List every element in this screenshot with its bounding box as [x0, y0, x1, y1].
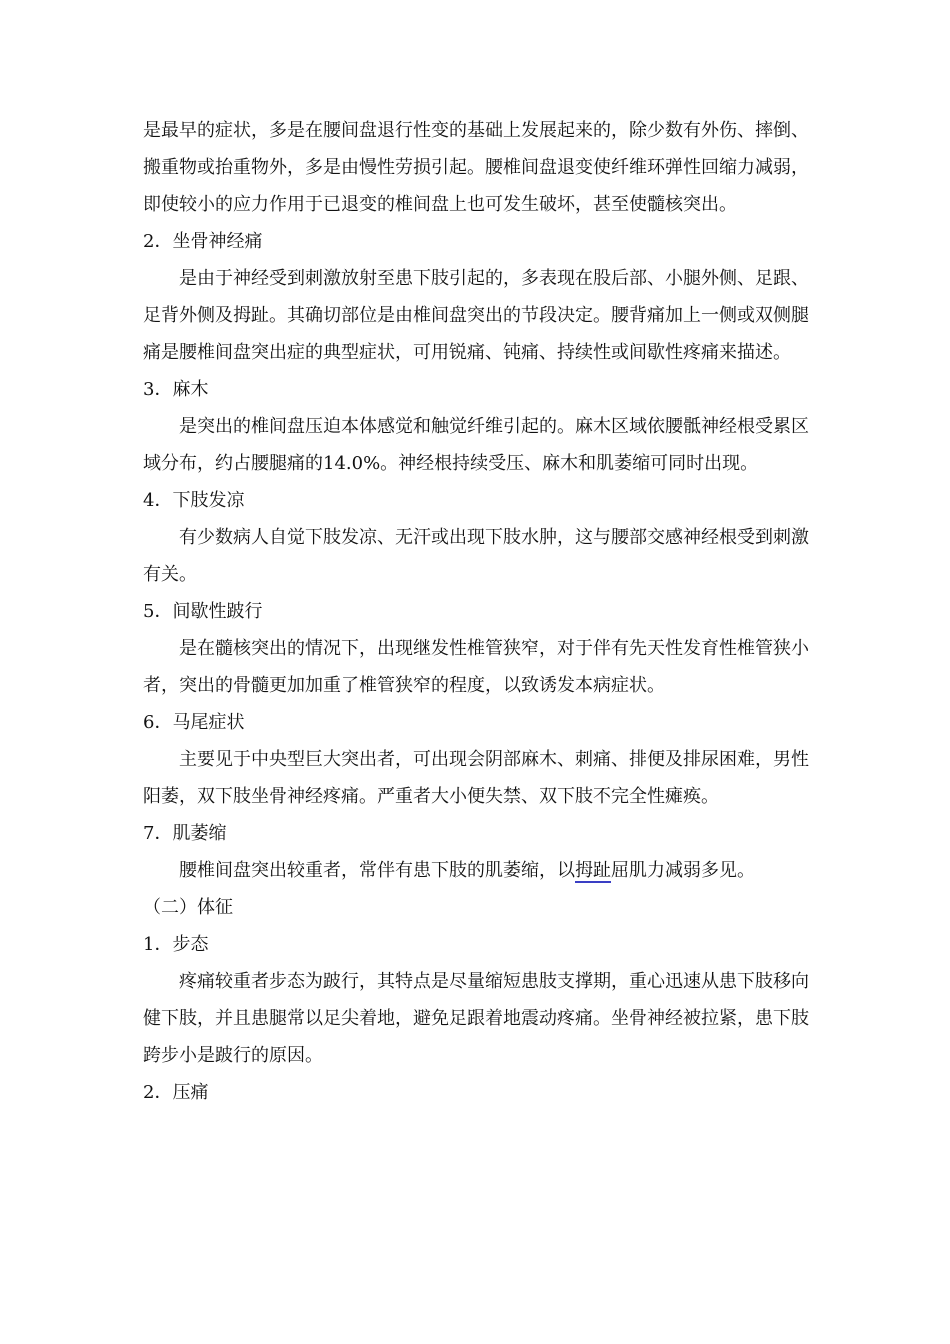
heading-claudication: 5．间歇性跛行: [143, 601, 263, 622]
heading-numbness: 3．麻木: [143, 379, 209, 400]
heading-cauda-equina: 6．马尾症状: [143, 712, 245, 733]
document-page: [143, 112, 809, 1111]
paragraph-intro: 是最早的症状，多是在腰间盘退行性变的基础上发展起来的，除少数有外伤、摔倒、搬重物或抬重物外，多是由慢性劳损引起。腰椎间盘退变使纤维环弹性回缩力减弱，即使较小的应力作用于已退变的椎间盘上也可发生破坏，甚至使髓核突出。: [143, 120, 809, 215]
heading-tenderness: 2．压痛: [143, 1082, 209, 1103]
paragraph-sciatica: 是由于神经受到刺激放射至患下肢引起的，多表现在股后部、小腿外侧、足跟、足背外侧及拇趾。其确切部位是由椎间盘突出的节段决定。腰背痛加上一侧或双侧腿痛是腰椎间盘突出症的典型症状，可用锐痛、钝痛、持续性或间歇性疼痛来描述。: [143, 268, 809, 363]
heading-atrophy: 7．肌萎缩: [143, 823, 227, 844]
paragraph-cold-limb: 有少数病人自觉下肢发凉、无汗或出现下肢水肿，这与腰部交感神经根受到刺激有关。: [143, 527, 809, 585]
paragraph-gait: 疼痛较重者步态为跛行，其特点是尽量缩短患肢支撑期，重心迅速从患下肢移向健下肢，并且患腿常以足尖着地，避免足跟着地震动疼痛。坐骨神经被拉紧，患下肢跨步小是跛行的原因。: [143, 971, 809, 1066]
atrophy-text-before: 腰椎间盘突出较重者，常伴有患下肢的肌萎缩，以: [179, 860, 575, 881]
heading-cold-limb: 4．下肢发凉: [143, 490, 245, 511]
paragraph-numbness: 是突出的椎间盘压迫本体感觉和触觉纤维引起的。麻木区域依腰骶神经根受累区域分布，约占腰腿痛的14.0%。神经根持续受压、麻木和肌萎缩可同时出现。: [143, 416, 809, 474]
paragraph-cauda-equina: 主要见于中央型巨大突出者，可出现会阴部麻木、刺痛、排便及排尿困难，男性阳萎，双下肢坐骨神经疼痛。严重者大小便失禁、双下肢不完全性瘫痪。: [143, 749, 809, 807]
heading-signs: （二）体征: [143, 897, 233, 918]
heading-sciatica: 2．坐骨神经痛: [143, 231, 263, 252]
underlined-term: 拇趾: [575, 860, 611, 881]
paragraph-claudication: 是在髓核突出的情况下，出现继发性椎管狭窄，对于伴有先天性发育性椎管狭小者，突出的骨髓更加加重了椎管狭窄的程度，以致诱发本病症状。: [143, 638, 809, 696]
heading-gait: 1．步态: [143, 934, 209, 955]
paragraph-atrophy: [143, 852, 809, 889]
atrophy-text-after: 屈肌力减弱多见。: [611, 860, 755, 881]
